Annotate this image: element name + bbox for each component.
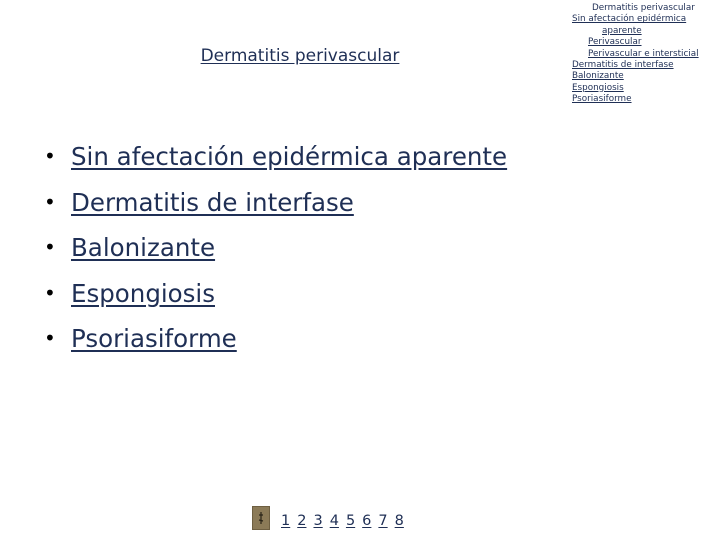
page-link-3[interactable]: 3 bbox=[313, 513, 323, 529]
page-navigation bbox=[252, 506, 404, 530]
page-link-5[interactable]: 5 bbox=[345, 513, 356, 529]
bullet-item[interactable] bbox=[40, 271, 507, 317]
page-number-list bbox=[281, 512, 404, 530]
outline-title[interactable]: Dermatitis perivascular bbox=[592, 3, 695, 13]
outline-item-continuation[interactable]: aparente bbox=[602, 25, 642, 36]
outline-subitem[interactable]: Perivascular bbox=[588, 37, 642, 48]
outline-item[interactable]: Sin afectación epidérmica bbox=[572, 14, 687, 25]
outline-item[interactable]: Balonizante bbox=[572, 71, 624, 82]
outline-subitem[interactable]: Perivascular e intersticial bbox=[588, 48, 699, 59]
bullet-list bbox=[40, 134, 507, 362]
bullet-item[interactable] bbox=[40, 180, 507, 226]
book-glyph-icon bbox=[256, 511, 266, 525]
bullet-link[interactable]: Dermatitis de interfase bbox=[71, 187, 354, 217]
outline-item[interactable]: Espongiosis bbox=[572, 82, 624, 93]
bullet-link[interactable]: Sin afectación epidérmica aparente bbox=[71, 142, 508, 171]
bullet-item[interactable] bbox=[40, 225, 507, 271]
bullet-link[interactable]: Psoriasiforme bbox=[71, 324, 237, 354]
page-link-2[interactable]: 2 bbox=[297, 513, 307, 529]
slide-title[interactable]: Dermatitis perivascular bbox=[200, 46, 400, 66]
outline-item[interactable]: Dermatitis de interfase bbox=[572, 60, 674, 71]
bullet-link[interactable]: Espongiosis bbox=[71, 278, 215, 308]
page-link-7[interactable]: 7 bbox=[378, 513, 388, 529]
outline-item[interactable]: Psoriasiforme bbox=[572, 94, 632, 105]
bullet-item[interactable] bbox=[40, 134, 507, 180]
page-link-1[interactable]: 1 bbox=[281, 513, 291, 529]
book-icon[interactable] bbox=[252, 506, 270, 530]
bullet-link[interactable]: Balonizante bbox=[71, 233, 216, 263]
outline-panel bbox=[572, 3, 718, 106]
page-link-8[interactable]: 8 bbox=[394, 513, 404, 529]
page-link-6[interactable]: 6 bbox=[362, 513, 372, 529]
page-link-4[interactable]: 4 bbox=[329, 513, 339, 529]
bullet-item[interactable] bbox=[40, 316, 507, 362]
